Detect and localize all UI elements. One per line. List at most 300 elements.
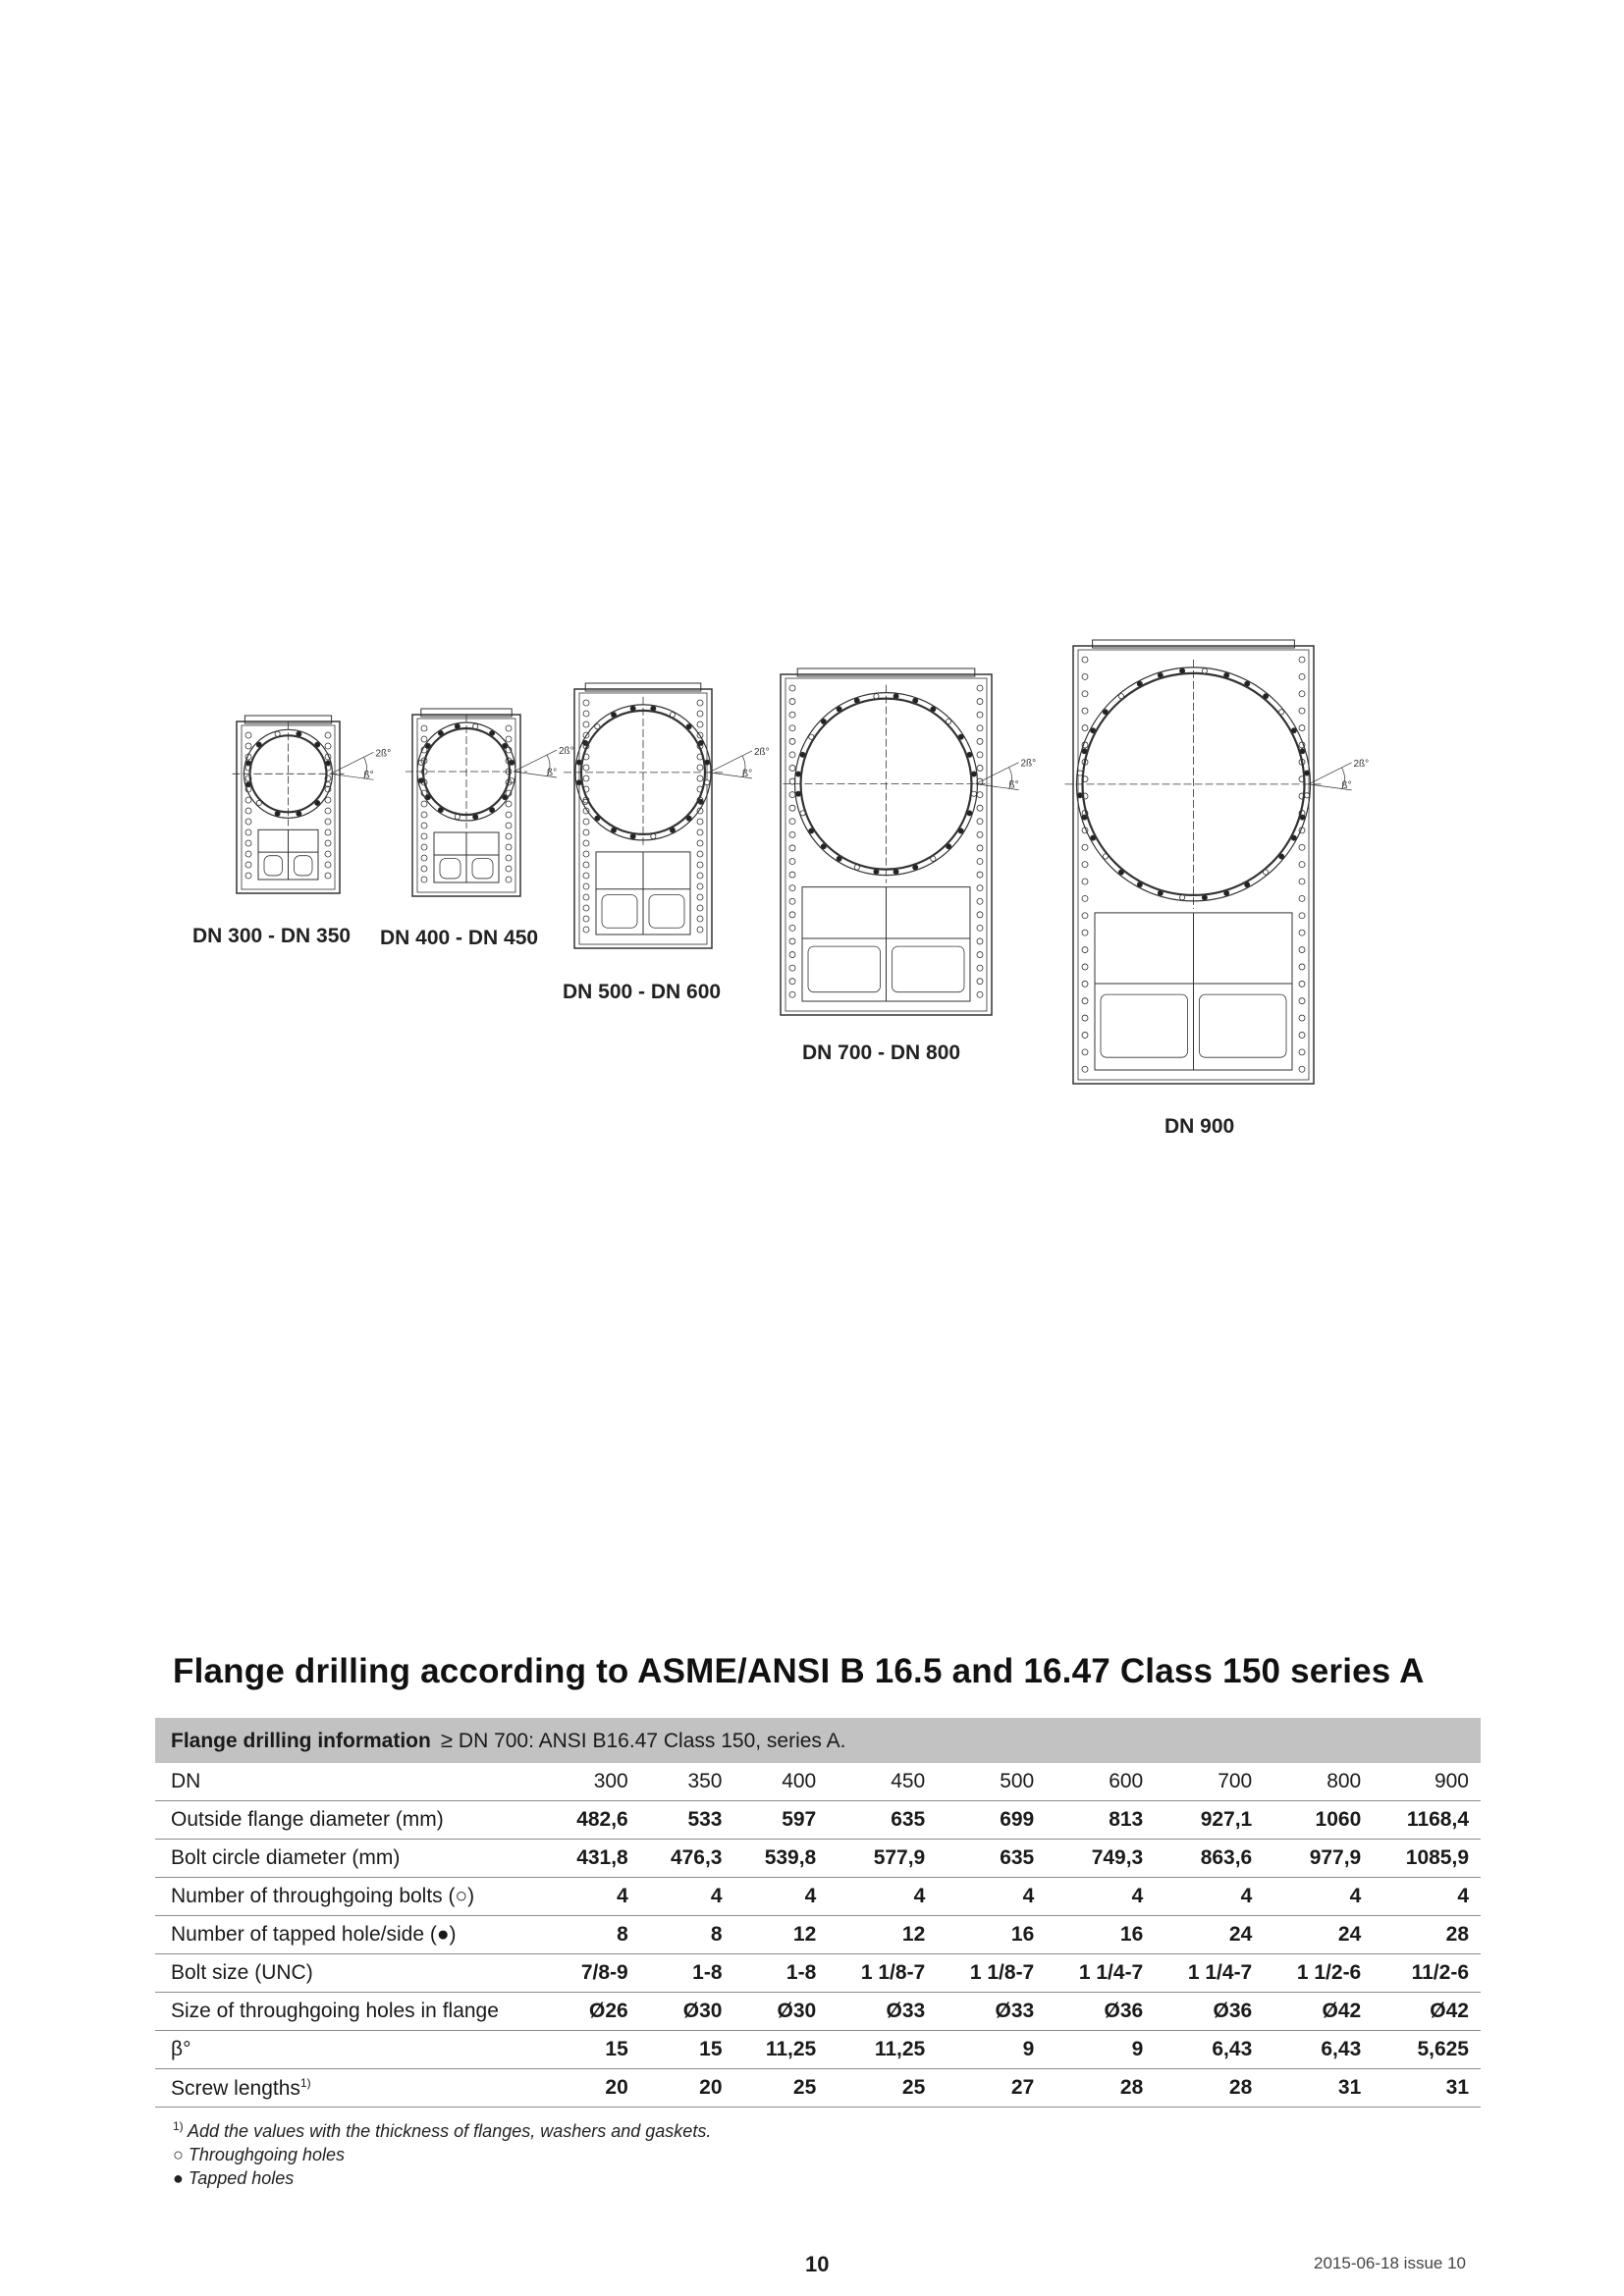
side-hole bbox=[421, 833, 427, 839]
side-hole bbox=[789, 738, 795, 744]
table-cell: 27 bbox=[937, 2069, 1046, 2108]
side-hole bbox=[977, 819, 983, 825]
table-cell: 1-8 bbox=[734, 1954, 829, 1993]
bolt-hole bbox=[1137, 882, 1142, 887]
table-cell: 927,1 bbox=[1155, 1801, 1264, 1840]
side-hole bbox=[583, 829, 589, 835]
side-hole bbox=[977, 872, 983, 878]
side-hole bbox=[1299, 1066, 1305, 1072]
table-cell: 1085,9 bbox=[1373, 1840, 1481, 1878]
side-hole bbox=[506, 725, 512, 731]
table-cell: 24 bbox=[1264, 1916, 1373, 1954]
side-hole bbox=[977, 912, 983, 918]
page-number: 10 bbox=[805, 2252, 830, 2276]
row-label bbox=[155, 1916, 546, 1954]
side-hole bbox=[583, 862, 589, 868]
bolt-hole bbox=[630, 706, 635, 711]
side-hole bbox=[506, 855, 512, 861]
side-hole bbox=[1299, 930, 1305, 935]
bolt-hole bbox=[837, 856, 841, 861]
table-cell: 1 1/2-6 bbox=[1264, 1954, 1373, 1993]
bolt-hole bbox=[490, 730, 495, 735]
side-hole bbox=[506, 833, 512, 839]
bolt-hole bbox=[275, 731, 280, 736]
bolt-hole bbox=[705, 780, 710, 785]
row-label bbox=[155, 2031, 546, 2069]
table-cell: 11,25 bbox=[734, 2031, 829, 2069]
table-cell: 1 1/4-7 bbox=[1046, 1954, 1155, 1993]
side-hole bbox=[583, 775, 589, 781]
side-hole bbox=[789, 819, 795, 825]
side-hole bbox=[1082, 981, 1088, 987]
side-hole bbox=[697, 721, 703, 727]
side-hole bbox=[245, 819, 251, 825]
side-hole bbox=[977, 965, 983, 971]
side-hole bbox=[506, 866, 512, 872]
row-label bbox=[155, 1993, 546, 2031]
bolt-hole bbox=[1291, 835, 1296, 840]
side-hole bbox=[977, 792, 983, 798]
side-hole bbox=[325, 829, 331, 835]
table-cell: 431,8 bbox=[546, 1840, 640, 1878]
bolt-hole bbox=[1103, 710, 1108, 715]
bolt-hole bbox=[795, 772, 800, 776]
side-hole bbox=[245, 873, 251, 879]
side-hole bbox=[1299, 964, 1305, 970]
frame-pocket bbox=[893, 946, 965, 992]
table-cell: 635 bbox=[828, 1801, 937, 1840]
bolt-hole bbox=[473, 723, 478, 728]
table-cell: 863,6 bbox=[1155, 1840, 1264, 1878]
angle-label-outer: 2ß° bbox=[375, 748, 392, 760]
side-hole bbox=[1299, 657, 1305, 663]
bolt-hole bbox=[686, 816, 691, 821]
bolt-hole bbox=[1082, 749, 1087, 754]
table-cell: 1 1/8-7 bbox=[828, 1954, 937, 1993]
bolt-hole bbox=[967, 752, 972, 757]
side-hole bbox=[697, 775, 703, 781]
section-title: Flange drilling according to ASME/ANSI B 16.5 and 16.47 Class 150 series A bbox=[173, 1652, 1425, 1690]
table-cell: 4 bbox=[828, 1878, 937, 1916]
bolt-hole bbox=[947, 719, 951, 723]
side-hole bbox=[421, 877, 427, 882]
side-hole bbox=[421, 812, 427, 818]
frame-pocket bbox=[808, 946, 881, 992]
table-cell: 4 bbox=[1264, 1878, 1373, 1916]
side-hole bbox=[583, 927, 589, 933]
row-label bbox=[155, 1954, 546, 1993]
side-hole bbox=[697, 862, 703, 868]
side-hole bbox=[977, 725, 983, 731]
angle-label-outer: 2ß° bbox=[1353, 758, 1370, 770]
table-row bbox=[155, 2069, 1481, 2108]
side-hole bbox=[506, 736, 512, 742]
bolt-hole bbox=[1279, 710, 1284, 715]
bolt-hole bbox=[947, 844, 951, 849]
side-hole bbox=[1299, 998, 1305, 1004]
angle-label-outer: 2ß° bbox=[754, 746, 770, 758]
side-hole bbox=[789, 765, 795, 771]
side-hole bbox=[583, 894, 589, 900]
table-cell: 12 bbox=[828, 1916, 937, 1954]
side-hole bbox=[789, 898, 795, 904]
bolt-hole bbox=[1245, 681, 1250, 686]
bolt-hole bbox=[576, 780, 581, 785]
bolt-hole bbox=[438, 807, 443, 812]
bolt-hole bbox=[971, 791, 976, 796]
side-hole bbox=[977, 805, 983, 811]
table-cell: 31 bbox=[1264, 2069, 1373, 2108]
side-hole bbox=[245, 797, 251, 803]
table-cell: 28 bbox=[1046, 2069, 1155, 2108]
bolt-hole bbox=[1263, 694, 1268, 699]
bolt-hole bbox=[821, 719, 826, 723]
side-hole bbox=[789, 925, 795, 931]
bolt-hole bbox=[1091, 728, 1096, 733]
bolt-hole bbox=[1263, 870, 1268, 875]
frame-pocket bbox=[295, 856, 313, 876]
bolt-hole bbox=[1279, 854, 1284, 859]
table-cell: 11,25 bbox=[828, 2031, 937, 2069]
table-cell: Ø33 bbox=[937, 1993, 1046, 2031]
side-hole bbox=[1082, 879, 1088, 884]
bolt-hole bbox=[1158, 890, 1163, 895]
table-cell: 539,8 bbox=[734, 1840, 829, 1878]
table-row bbox=[155, 1954, 1481, 1993]
side-hole bbox=[1082, 725, 1088, 731]
angle-label-inner: ß° bbox=[1008, 779, 1019, 791]
row-label bbox=[155, 1801, 546, 1840]
footnote-1 bbox=[173, 2114, 711, 2143]
side-hole bbox=[583, 840, 589, 846]
bolt-hole bbox=[1158, 672, 1163, 677]
side-hole bbox=[789, 725, 795, 731]
side-hole bbox=[697, 765, 703, 771]
table-cell: 6,43 bbox=[1155, 2031, 1264, 2069]
side-hole bbox=[421, 855, 427, 861]
side-hole bbox=[977, 938, 983, 944]
table-cell: 11/2-6 bbox=[1373, 1954, 1481, 1993]
bolt-hole bbox=[576, 760, 581, 765]
side-hole bbox=[325, 840, 331, 846]
bolt-hole bbox=[275, 811, 280, 816]
side-hole bbox=[1082, 913, 1088, 919]
row-label-text: Number of throughgoing bolts (○) bbox=[171, 1885, 475, 1907]
row-label-text: Screw lengths bbox=[171, 2076, 300, 2100]
side-hole bbox=[789, 792, 795, 798]
side-hole bbox=[697, 883, 703, 889]
side-hole bbox=[977, 765, 983, 771]
frame-pocket bbox=[602, 895, 637, 929]
bolt-hole bbox=[795, 791, 800, 796]
bolt-hole bbox=[967, 811, 972, 816]
table-cell: 25 bbox=[828, 2069, 937, 2108]
table-cell: 9 bbox=[937, 2031, 1046, 2069]
table-cell: 4 bbox=[1046, 1878, 1155, 1916]
side-hole bbox=[697, 700, 703, 706]
greater-equal-symbol: ≥ bbox=[440, 1728, 453, 1752]
bolt-hole bbox=[958, 734, 963, 739]
bolt-hole bbox=[1091, 835, 1096, 840]
table-cell: Ø36 bbox=[1046, 1993, 1155, 2031]
bolt-hole bbox=[455, 723, 460, 728]
table-cell: 7/8-9 bbox=[546, 1954, 640, 1993]
side-hole bbox=[245, 862, 251, 868]
table-cell: 31 bbox=[1373, 2069, 1481, 2108]
bolt-hole bbox=[913, 865, 918, 870]
table-cell: 20 bbox=[546, 2069, 640, 2108]
bolt-hole bbox=[438, 730, 443, 735]
side-hole bbox=[325, 797, 331, 803]
bolt-hole bbox=[595, 816, 600, 821]
side-hole bbox=[421, 725, 427, 731]
bolt-hole bbox=[854, 865, 859, 870]
side-hole bbox=[697, 873, 703, 879]
table-row bbox=[155, 1763, 1481, 1801]
drawing-label-dn700: DN 700 - DN 800 bbox=[802, 1041, 961, 1064]
bolt-hole bbox=[1118, 870, 1123, 875]
table-row bbox=[155, 2031, 1481, 2069]
side-hole bbox=[506, 823, 512, 828]
table-cell: 977,9 bbox=[1264, 1840, 1373, 1878]
side-hole bbox=[977, 712, 983, 718]
side-hole bbox=[1082, 1015, 1088, 1021]
table-footnotes bbox=[173, 2114, 711, 2190]
side-hole bbox=[1082, 844, 1088, 850]
row-label-text: Bolt circle diameter (mm) bbox=[171, 1846, 401, 1869]
side-hole bbox=[1082, 964, 1088, 970]
angle-label-inner: ß° bbox=[742, 768, 753, 779]
side-hole bbox=[789, 859, 795, 865]
bolt-hole bbox=[1224, 672, 1229, 677]
side-hole bbox=[697, 711, 703, 717]
bolt-hole bbox=[1202, 895, 1207, 900]
table-cell: Ø33 bbox=[828, 1993, 937, 2031]
footnote-1-text: Add the values with the thickness of flanges, washers and gaskets. bbox=[188, 2121, 712, 2141]
side-hole bbox=[977, 685, 983, 691]
side-hole bbox=[1299, 725, 1305, 731]
bolt-hole bbox=[705, 760, 710, 765]
footnote-throughgoing: ○ Throughgoing holes bbox=[173, 2145, 345, 2164]
side-hole bbox=[697, 927, 703, 933]
table-cell: 350 bbox=[640, 1763, 734, 1801]
table-cell: 6,43 bbox=[1264, 2031, 1373, 2069]
table-cell: 1-8 bbox=[640, 1954, 734, 1993]
frame-pocket bbox=[1200, 994, 1287, 1057]
row-label-text: Number of tapped hole/side (●) bbox=[171, 1923, 457, 1946]
side-hole bbox=[789, 885, 795, 891]
row-label-text: Outside flange diameter (mm) bbox=[171, 1808, 444, 1831]
table-cell: 28 bbox=[1373, 1916, 1481, 1954]
side-hole bbox=[1299, 1015, 1305, 1021]
table-cell: 749,3 bbox=[1046, 1840, 1155, 1878]
bolt-hole bbox=[670, 712, 675, 717]
side-hole bbox=[1082, 673, 1088, 679]
side-hole bbox=[506, 844, 512, 850]
side-hole bbox=[583, 851, 589, 857]
side-hole bbox=[789, 938, 795, 944]
bolt-hole bbox=[931, 856, 936, 861]
bolt-hole bbox=[800, 752, 805, 757]
side-hole bbox=[697, 894, 703, 900]
side-hole bbox=[1082, 1032, 1088, 1038]
side-hole bbox=[789, 831, 795, 837]
angle-label-outer: 2ß° bbox=[1020, 758, 1037, 770]
bolt-hole bbox=[1180, 895, 1185, 900]
side-hole bbox=[697, 905, 703, 911]
bolt-hole bbox=[913, 698, 918, 703]
side-hole bbox=[506, 801, 512, 807]
table-cell: 4 bbox=[546, 1878, 640, 1916]
bolt-hole bbox=[473, 815, 478, 820]
valve-top-cap bbox=[585, 683, 701, 691]
side-hole bbox=[1082, 998, 1088, 1004]
bolt-hole bbox=[1224, 890, 1229, 895]
side-hole bbox=[583, 819, 589, 825]
table-row bbox=[155, 1801, 1481, 1840]
table-cell: 8 bbox=[640, 1916, 734, 1954]
side-hole bbox=[325, 873, 331, 879]
table-cell: 15 bbox=[546, 2031, 640, 2069]
table-cell: 24 bbox=[1155, 1916, 1264, 1954]
bolt-hole bbox=[297, 811, 301, 816]
side-hole bbox=[789, 752, 795, 758]
table-cell: Ø30 bbox=[640, 1993, 734, 2031]
bolt-hole bbox=[1291, 728, 1296, 733]
bolt-hole bbox=[1180, 668, 1185, 673]
table-cell: 900 bbox=[1373, 1763, 1481, 1801]
side-hole bbox=[977, 925, 983, 931]
side-hole bbox=[1082, 862, 1088, 868]
side-hole bbox=[1082, 930, 1088, 935]
valve-top-cap bbox=[797, 668, 975, 676]
bolt-hole bbox=[611, 828, 616, 832]
bolt-hole bbox=[893, 869, 898, 874]
bolt-hole bbox=[1118, 694, 1123, 699]
table-row bbox=[155, 1993, 1481, 2031]
table-cell: 1060 bbox=[1264, 1801, 1373, 1840]
drawing-label-dn400: DN 400 - DN 450 bbox=[380, 927, 539, 949]
table-cell: 800 bbox=[1264, 1763, 1373, 1801]
side-hole bbox=[1299, 895, 1305, 901]
side-hole bbox=[421, 866, 427, 872]
side-hole bbox=[1082, 1049, 1088, 1055]
footnote-1-mark: 1) bbox=[173, 2119, 184, 2133]
side-hole bbox=[325, 851, 331, 857]
side-hole bbox=[245, 829, 251, 835]
side-hole bbox=[583, 883, 589, 889]
side-hole bbox=[977, 699, 983, 705]
side-hole bbox=[789, 912, 795, 918]
row-label bbox=[155, 1878, 546, 1916]
table-row bbox=[155, 1916, 1481, 1954]
bolt-hole bbox=[809, 828, 814, 833]
side-hole bbox=[421, 736, 427, 742]
side-hole bbox=[583, 711, 589, 717]
table-row bbox=[155, 1878, 1481, 1916]
table-cell: 700 bbox=[1155, 1763, 1264, 1801]
angle-label-outer: 2ß° bbox=[559, 746, 574, 758]
side-hole bbox=[325, 808, 331, 814]
bolt-hole bbox=[651, 706, 656, 711]
table-cell: 577,9 bbox=[828, 1840, 937, 1878]
side-hole bbox=[245, 851, 251, 857]
bolt-hole bbox=[800, 811, 805, 816]
table-cell: 15 bbox=[640, 2031, 734, 2069]
side-hole bbox=[1299, 691, 1305, 697]
bolt-hole bbox=[611, 712, 616, 717]
side-hole bbox=[789, 872, 795, 878]
side-hole bbox=[506, 812, 512, 818]
table-cell: 1 1/4-7 bbox=[1155, 1954, 1264, 1993]
table-cell: 25 bbox=[734, 2069, 829, 2108]
side-hole bbox=[697, 851, 703, 857]
side-hole bbox=[977, 885, 983, 891]
table-cell: 450 bbox=[828, 1763, 937, 1801]
bolt-hole bbox=[256, 742, 261, 747]
drawing-label-dn500: DN 500 - DN 600 bbox=[563, 981, 722, 1003]
side-hole bbox=[697, 840, 703, 846]
footnote-tapped: ● Tapped holes bbox=[173, 2168, 295, 2188]
side-hole bbox=[245, 732, 251, 738]
bolt-hole bbox=[670, 828, 675, 832]
side-hole bbox=[1082, 895, 1088, 901]
side-hole bbox=[583, 700, 589, 706]
table-cell: 597 bbox=[734, 1801, 829, 1840]
bolt-hole bbox=[315, 800, 320, 805]
row-label bbox=[155, 1840, 546, 1878]
side-hole bbox=[583, 916, 589, 922]
side-hole bbox=[977, 845, 983, 851]
side-hole bbox=[583, 873, 589, 879]
table-cell: 482,6 bbox=[546, 1801, 640, 1840]
side-hole bbox=[789, 979, 795, 985]
side-hole bbox=[1299, 1032, 1305, 1038]
side-hole bbox=[325, 743, 331, 749]
bolt-hole bbox=[1202, 668, 1207, 673]
table-cell: 16 bbox=[937, 1916, 1046, 1954]
side-hole bbox=[583, 765, 589, 771]
table-cell: 476,3 bbox=[640, 1840, 734, 1878]
bolt-hole bbox=[1103, 854, 1108, 859]
valve-top-cap bbox=[1093, 640, 1295, 648]
side-hole bbox=[697, 916, 703, 922]
table-cell: 1 1/8-7 bbox=[937, 1954, 1046, 1993]
angle-label-inner: ß° bbox=[547, 768, 558, 779]
table-cell: Ø42 bbox=[1264, 1993, 1373, 2031]
table-cell: 300 bbox=[546, 1763, 640, 1801]
side-hole bbox=[421, 801, 427, 807]
side-hole bbox=[421, 823, 427, 828]
side-hole bbox=[1299, 708, 1305, 714]
side-hole bbox=[1299, 947, 1305, 953]
bolt-hole bbox=[256, 800, 261, 805]
side-hole bbox=[583, 905, 589, 911]
angle-label-inner: ß° bbox=[1341, 779, 1352, 791]
side-hole bbox=[789, 965, 795, 971]
side-hole bbox=[789, 685, 795, 691]
side-hole bbox=[421, 844, 427, 850]
info-lead: Flange drilling information bbox=[171, 1730, 431, 1752]
bolt-hole bbox=[931, 707, 936, 712]
side-hole bbox=[977, 952, 983, 958]
bolt-hole bbox=[809, 734, 814, 739]
bolt-hole bbox=[971, 772, 976, 776]
bolt-hole bbox=[686, 724, 691, 729]
row-label-text: β° bbox=[171, 2038, 191, 2060]
info-rest: DN 700: ANSI B16.47 Class 150, series A. bbox=[458, 1730, 846, 1752]
flange-drilling-table bbox=[155, 1718, 1481, 2108]
